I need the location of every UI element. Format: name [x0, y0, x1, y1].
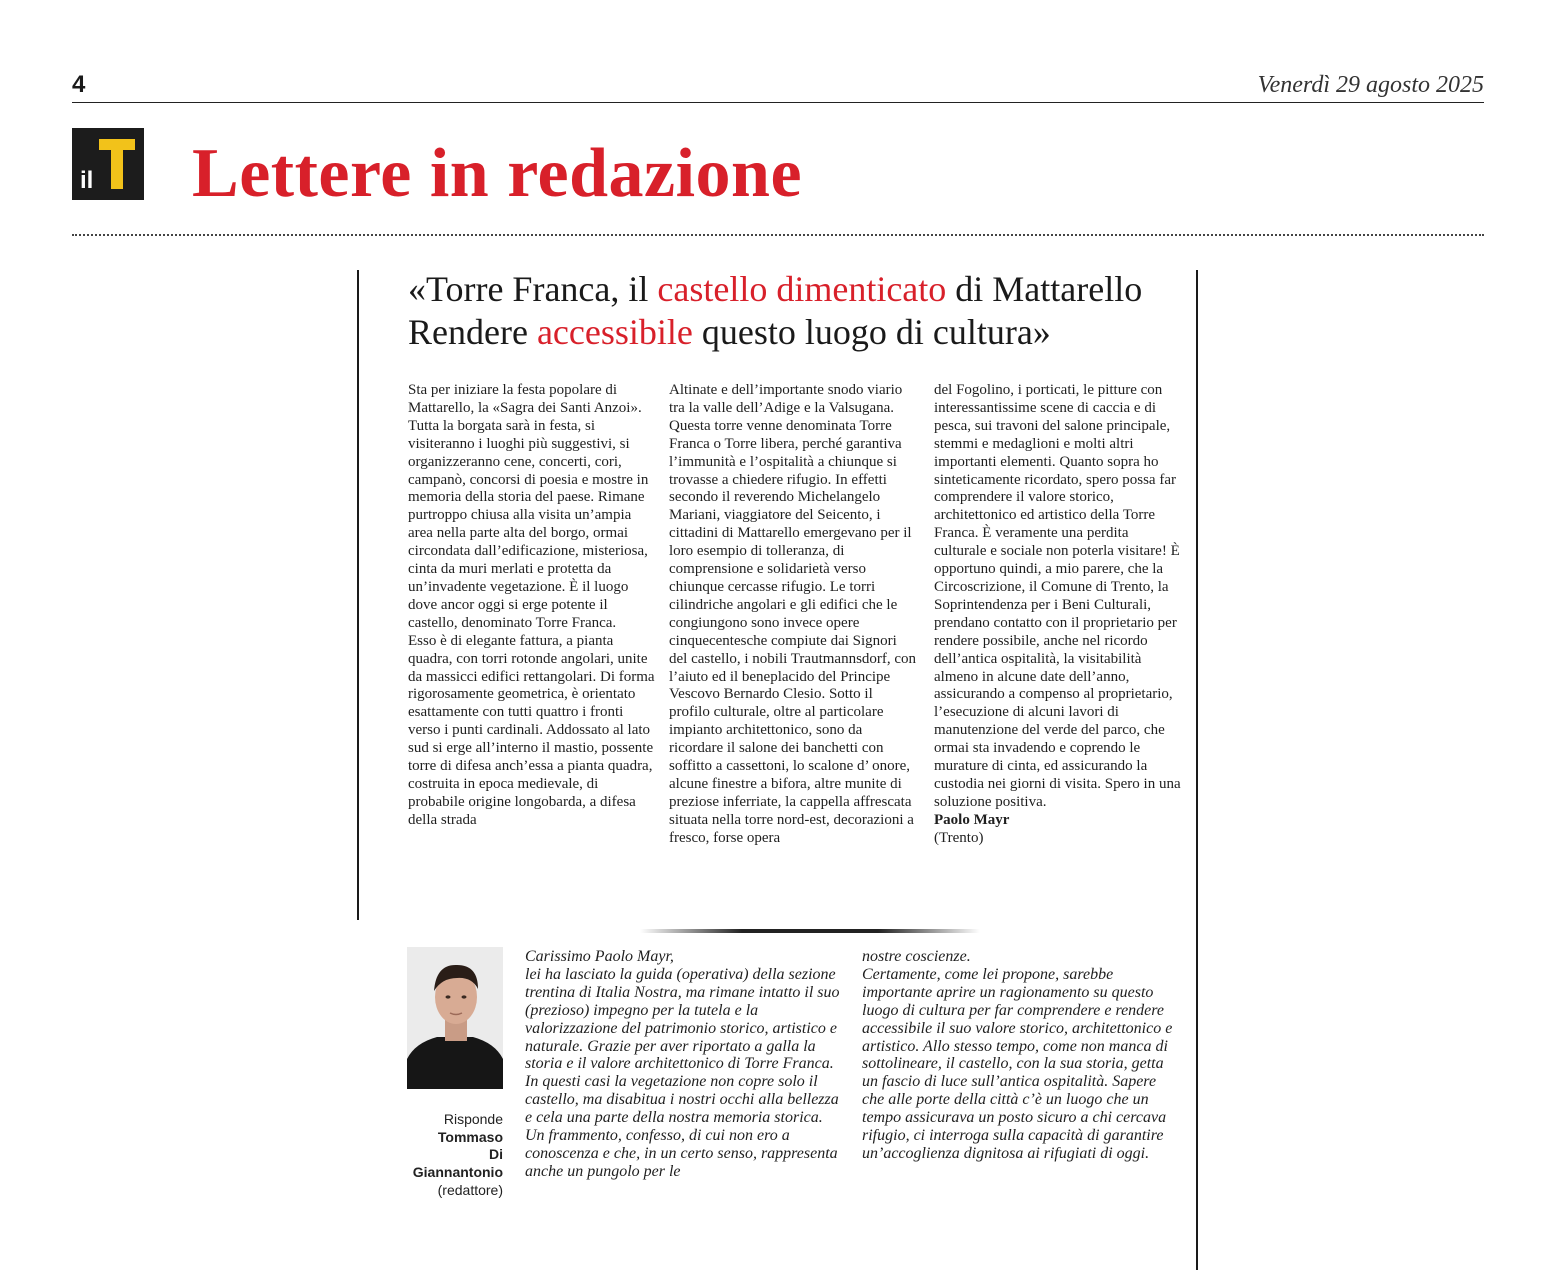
headline-line-1 [408, 268, 1188, 311]
letter-column-1 [408, 382, 656, 830]
letter-column-2 [669, 382, 917, 848]
headline-text: questo luogo di cultura» [692, 312, 1051, 352]
section-divider [72, 234, 1484, 236]
letter-paragraph: Altinate e dell’importante snodo viario tra la valle dell’Adige e la Valsugana. Questa torre venne denominata Torre Franca o Torre libera, perché garantiva l’immunità e l’ospitalità a chiunque si trovasse a chiedere rifugio. In effetti secondo il reverendo Michelangelo Mariani, viaggiatore del Seicento, i cittadini di Mattarello emergevano per il loro esempio di tolleranza, di comprensione e solidarietà verso chiunque cercasse rifugio. Le torri cilindriche angolari e gli edifici che le congiungono sono invece opere cinquecentesche compiute dai Signori del castello, i nobili Trautmannsdorf, con l’aiuto ed il beneplacido del Principe Vescovo Bernardo Clesio. Sotto il profilo culturale, oltre al particolare impianto architettonico, sono da ricordare il salone dei banchetti con soffitto a cassettoni, lo scalone d’ onore, alcune finestre a bifora, altre munite di preziose inferriate, la cappella affrescata situata nella torre nord-est, decorazioni a fresco, forse opera [669, 382, 917, 846]
headline-text: Rendere [408, 312, 537, 352]
letter-paragraph: del Fogolino, i porticati, le pitture con interessantissime scene di caccia e di pesca, sui travoni del salone principale, stemmi e medaglioni e molti altri importanti elementi. Quanto sopra ho sinteticamente ricordato, spero possa far comprendere il valore storico, architettonico ed artistico della Torre Franca. È veramente una perdita culturale e sociale non poterla visitare! È opportuno quindi, a mio parere, che la Circoscrizione, il Comune di Trento, la Soprintendenza per i Beni Culturali, prendano contatto con il proprietario per rendere possibile, anche nel ricordo dell’antica ospitalità, la visitabilità almeno in alcune date dell’anno, assicurando a compenso al proprietario, l’esecuzione di alcuni lavori di manutenzione del verde del parco, che ormai sta invadendo e coprendo le murature di cinta, ed assicurando la custodia nei giorni di visita. Spero in una soluzione positiva. [934, 382, 1181, 810]
letter-paragraph: Esso è di elegante fattura, a pianta quadra, con torri rotonde angolari, unite da massicci edifici rettangolari. Di forma rigorosamente geometrica, è orientato esattamente con tutti quattro i fronti verso i punti cardinali. Addossato al lato sud si erge all’interno il mastio, possente torre di difesa anch’essa a pianta quadra, costruita in epoca medievale, di probabile origine longobarda, a difesa della strada [408, 632, 655, 828]
portrait-image [407, 947, 503, 1089]
issue-date: Venerdì 29 agosto 2025 [1257, 72, 1484, 98]
headline-text: «Torre Franca, il [408, 269, 658, 309]
logo-icon [72, 128, 144, 200]
reply-divider [640, 929, 980, 933]
reply-column-2 [862, 948, 1180, 1163]
page-number: 4 [72, 71, 86, 98]
letter-column-3 [934, 382, 1182, 848]
reply-column-1 [525, 948, 843, 1181]
byline-name-2: Di [489, 1146, 503, 1163]
headline-highlight: accessibile [536, 312, 693, 352]
byline-role: (redattore) [437, 1181, 503, 1198]
headline-line-2 [408, 311, 1188, 354]
headline-highlight: castello dimenticato [657, 269, 947, 309]
letter-signature-place: (Trento) [934, 829, 984, 846]
header-rule [72, 102, 1484, 103]
reply-greeting: Carissimo Paolo Mayr, [525, 948, 674, 965]
editor-photo [407, 947, 503, 1089]
byline-label: Risponde [443, 1111, 503, 1127]
letter-signature: Paolo Mayr [934, 811, 1010, 828]
byline-name-1: Tommaso [437, 1128, 503, 1145]
byline-name-3: Giannantonio [412, 1164, 503, 1181]
reply-paragraph: nostre coscienze. [862, 948, 971, 965]
section-title: Lettere in redazione [192, 135, 803, 212]
article-left-rule [357, 270, 359, 920]
newspaper-logo [72, 128, 144, 200]
reply-byline [400, 1111, 503, 1200]
letter-paragraph: Sta per iniziare la festa popolare di Mattarello, la «Sagra dei Santi Anzoi». Tutta la borgata sarà in festa, si visiteranno i luoghi più suggestivi, si organizzeranno cene, concerti, cori, campanò, concorsi di poesia e mostre in memoria della storia del paese. Rimane purtroppo chiusa alla visita un’ampia area nella parte alta del borgo, ormai circondata dall’edificazione, misteriosa, cinta da muri merlati e protetta da un’invadente vegetazione. È il luogo dove ancor oggi si erge potente il castello, denominato Torre Franca. [408, 382, 649, 631]
article-right-rule [1196, 270, 1198, 1270]
reply-paragraph: Certamente, come lei propone, sarebbe importante aprire un ragionamento su questo luogo di cultura per far comprendere e rendere accessibile il suo valore storico, architettonico e artistico. Allo stesso tempo, come non manca di sottolineare, il castello, con la sua storia, getta un fascio di luce sull’antica ospitalità. Sapere che alle porte della città c’è un luogo che un tempo assicurava un posto sicuro a chi cercava rifugio, ci interroga sulla capacità di garantire un’accoglienza dignitosa ai rifugiati di oggi. [862, 965, 1173, 1162]
letter-headline [408, 268, 1188, 354]
reply-paragraph: lei ha lasciato la guida (operativa) della sezione trentina di Italia Nostra, ma rimane intatto il suo (prezioso) impegno per la tutela e la valorizzazione del patrimonio storico, artistico e naturale. Grazie per aver riportato a galla la storia e il valore architettonico di Torre Franca. In questi casi la vegetazione non copre solo il castello, ma disabitua i nostri occhi alla bellezza e cela una parte della nostra memoria storica. Un frammento, confesso, di cui non ero a conoscenza e che, in un certo senso, rappresenta anche un pungolo per le [525, 965, 840, 1180]
headline-text: di Mattarello [946, 269, 1143, 309]
svg-text:il: il [80, 167, 94, 194]
